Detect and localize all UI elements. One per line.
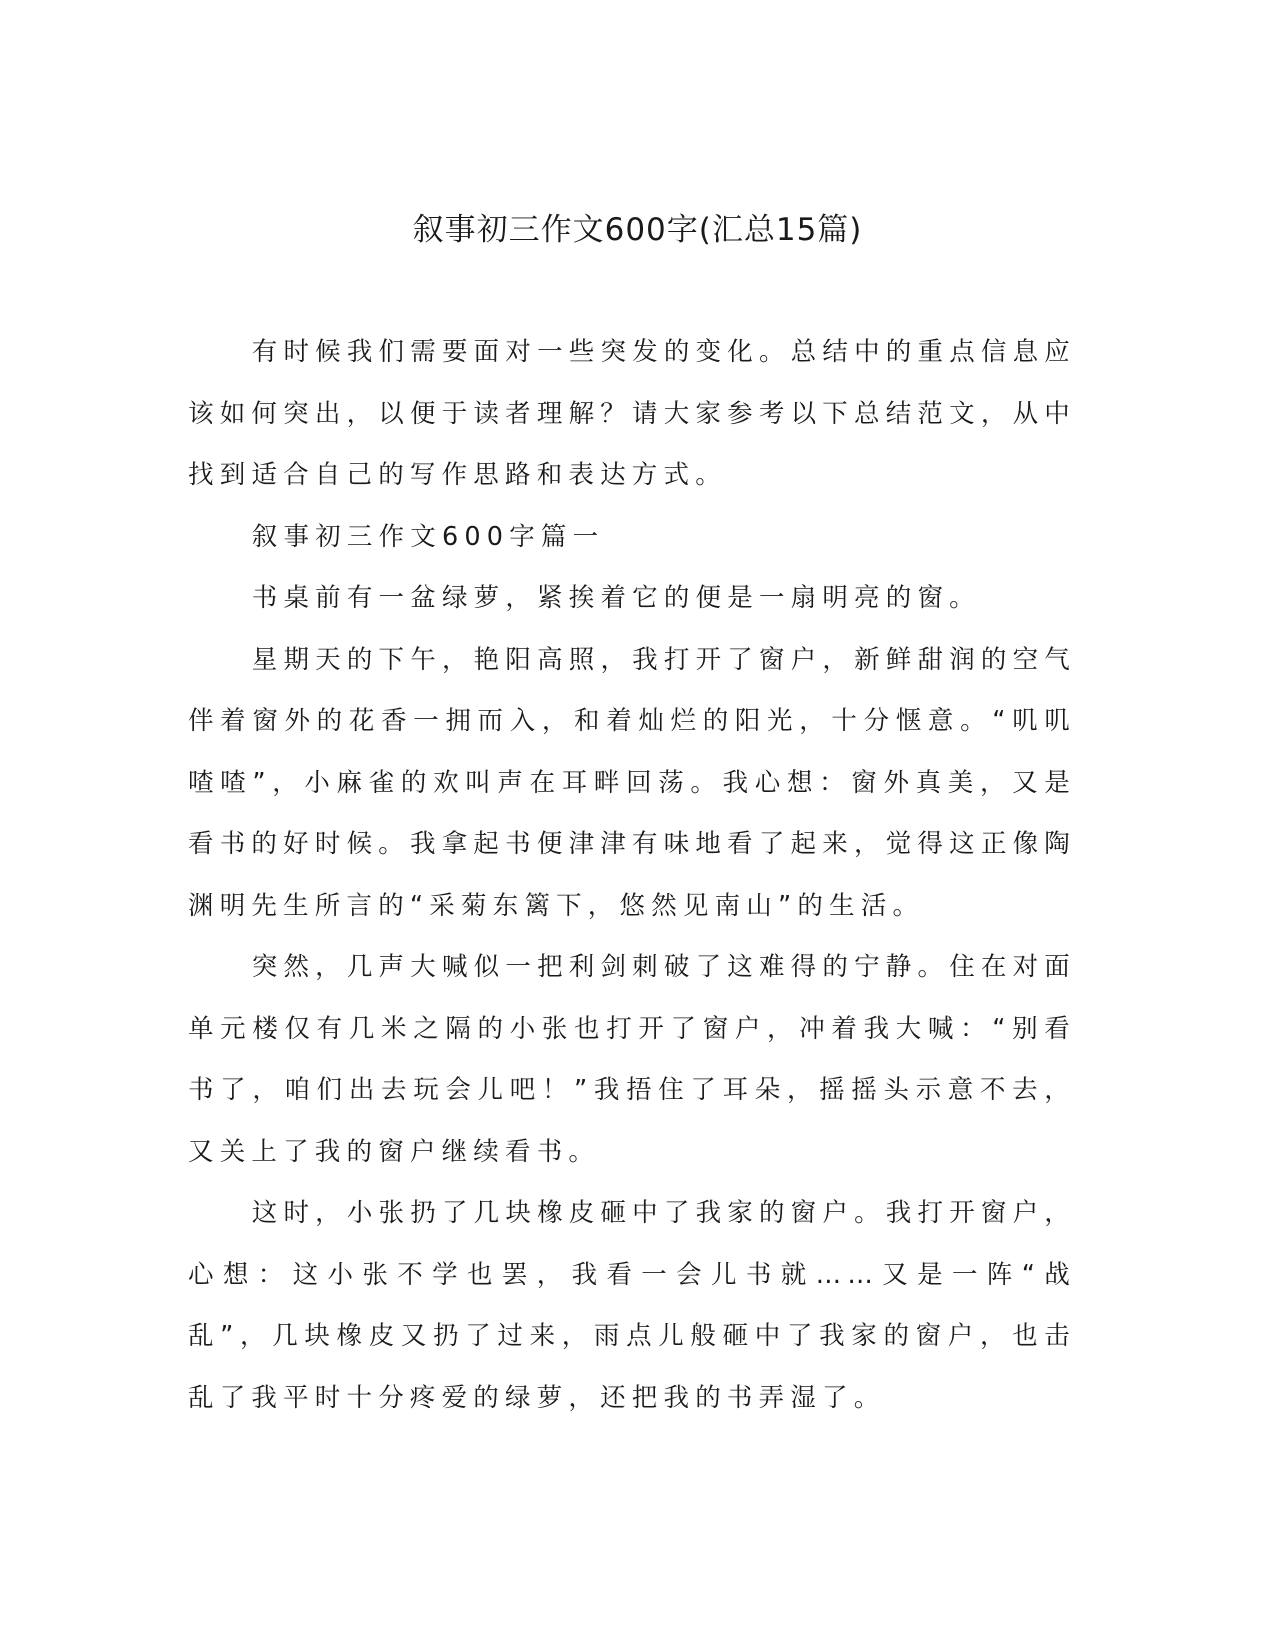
paragraph: 星期天的下午，艳阳高照，我打开了窗户，新鲜甜润的空气伴着窗外的花香一拥而入，和着灿烂的阳光，十分惬意。“叽叽喳喳”，小麻雀的欢叫声在耳畔回荡。我心想：窗外真美，又是看书的好时候。我拿起书便津津有味地看了起来，觉得这正像陶渊明先生所言的“采菊东篱下，悠然见南山”的生活。 (188, 644, 1076, 921)
section-heading: 叙事初三作文600字篇一 (251, 521, 605, 552)
paragraph: 突然，几声大喊似一把利剑刺破了这难得的宁静。住在对面单元楼仅有几米之隔的小张也打开了窗户，冲着我大喊：“别看书了，咱们出去玩会儿吧！”我捂住了耳朵，摇摇头示意不去，又关上了我的窗户继续看书。 (188, 952, 1076, 1167)
paragraph: 这时，小张扔了几块橡皮砸中了我家的窗户。我打开窗户，心想：这小张不学也罢，我看一会儿书就……又是一阵“战乱”，几块橡皮又扔了过来，雨点儿般砸中了我家的窗户，也击乱了我平时十分疼爱的绿萝，还把我的书弄湿了。 (188, 1198, 1076, 1413)
paragraph-intro: 有时候我们需要面对一些突发的变化。总结中的重点信息应该如何突出，以便于读者理解？请大家参考以下总结范文，从中找到适合自己的写作思路和表达方式。 (188, 337, 1076, 490)
paragraph: 书桌前有一盆绿萝，紧挨着它的便是一扇明亮的窗。 (251, 583, 981, 613)
document-title: 叙事初三作文600字(汇总15篇) (412, 212, 863, 248)
document-body (188, 322, 1076, 1429)
